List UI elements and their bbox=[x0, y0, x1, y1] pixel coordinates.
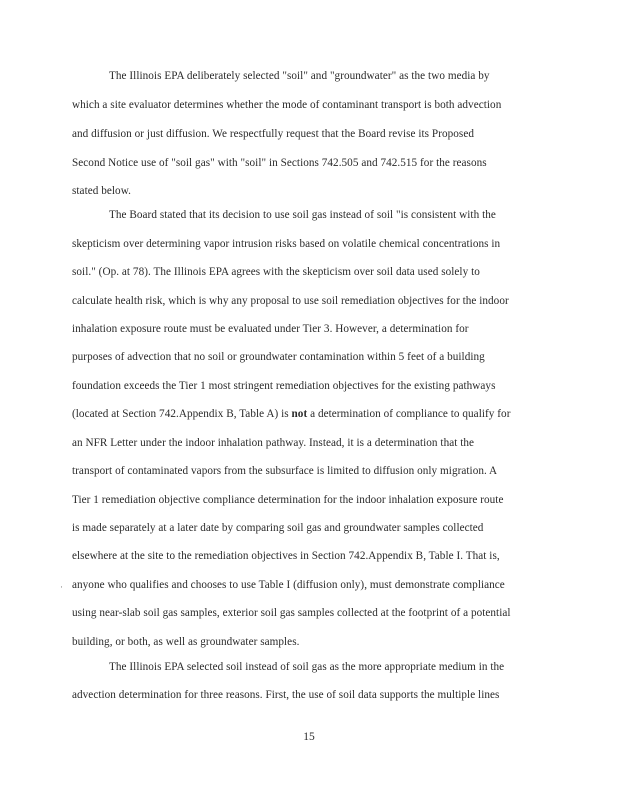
scan-speck: · bbox=[60, 582, 63, 592]
document-page: The Illinois EPA deliberately selected "soil" and "groundwater" as the two media by which a site evaluator determines whether the mode of contaminant transport is both advection and diffusion or just diffusion. We respectfully request that the Board revise its Proposed Second Notice use of "soil gas" with "soil" in Sections 742.505 and 742.515 for the reasons stated below. The Board stated that its decision to use soil gas instead of soil "is consistent with the skepticism over determining vapor intrusion risks based on volatile chemical concentrations in soil." (Op. at 78). The Illinois EPA agrees with the skepticism over soil data used solely to calculate health risk, which is why any proposal to use soil remediation objectives for the indoor inhalation exposure route must be evaluated under Tier 3. However, a determination for purposes of advection that no soil or groundwater contamination within 5 feet of a building foundation exceeds the Tier 1 most stringent remediation objectives for the existing pathways (located at Section 742.Appendix B, Table A) is not a determination of compliance to qualify for an NFR Letter under the indoor inhalation pathway. Instead, it is a determination that the transport of contaminated vapors from the subsurface is limited to diffusion only migration. A Tier 1 remediation objective compliance determination for the indoor inhalation exposure route is made separately at a later date by comparing soil gas and groundwater samples collected elsewhere at the site to the remediation objectives in Section 742.Appendix B, Table I. That is, anyone who qualifies and chooses to use Table I (diffusion only), must demonstrate compliance using near-slab soil gas samples, exterior soil gas samples collected at the footprint of a potential building, or both, as well as groundwater samples. The Illinois EPA selected soil instead of soil gas as the more appropriate medium in the advection determination for three reasons. First, the use of soil data supports the multiple lines · 15 bbox=[0, 0, 618, 800]
page-number: 15 bbox=[303, 731, 315, 743]
emphasis-not: not bbox=[291, 408, 308, 420]
